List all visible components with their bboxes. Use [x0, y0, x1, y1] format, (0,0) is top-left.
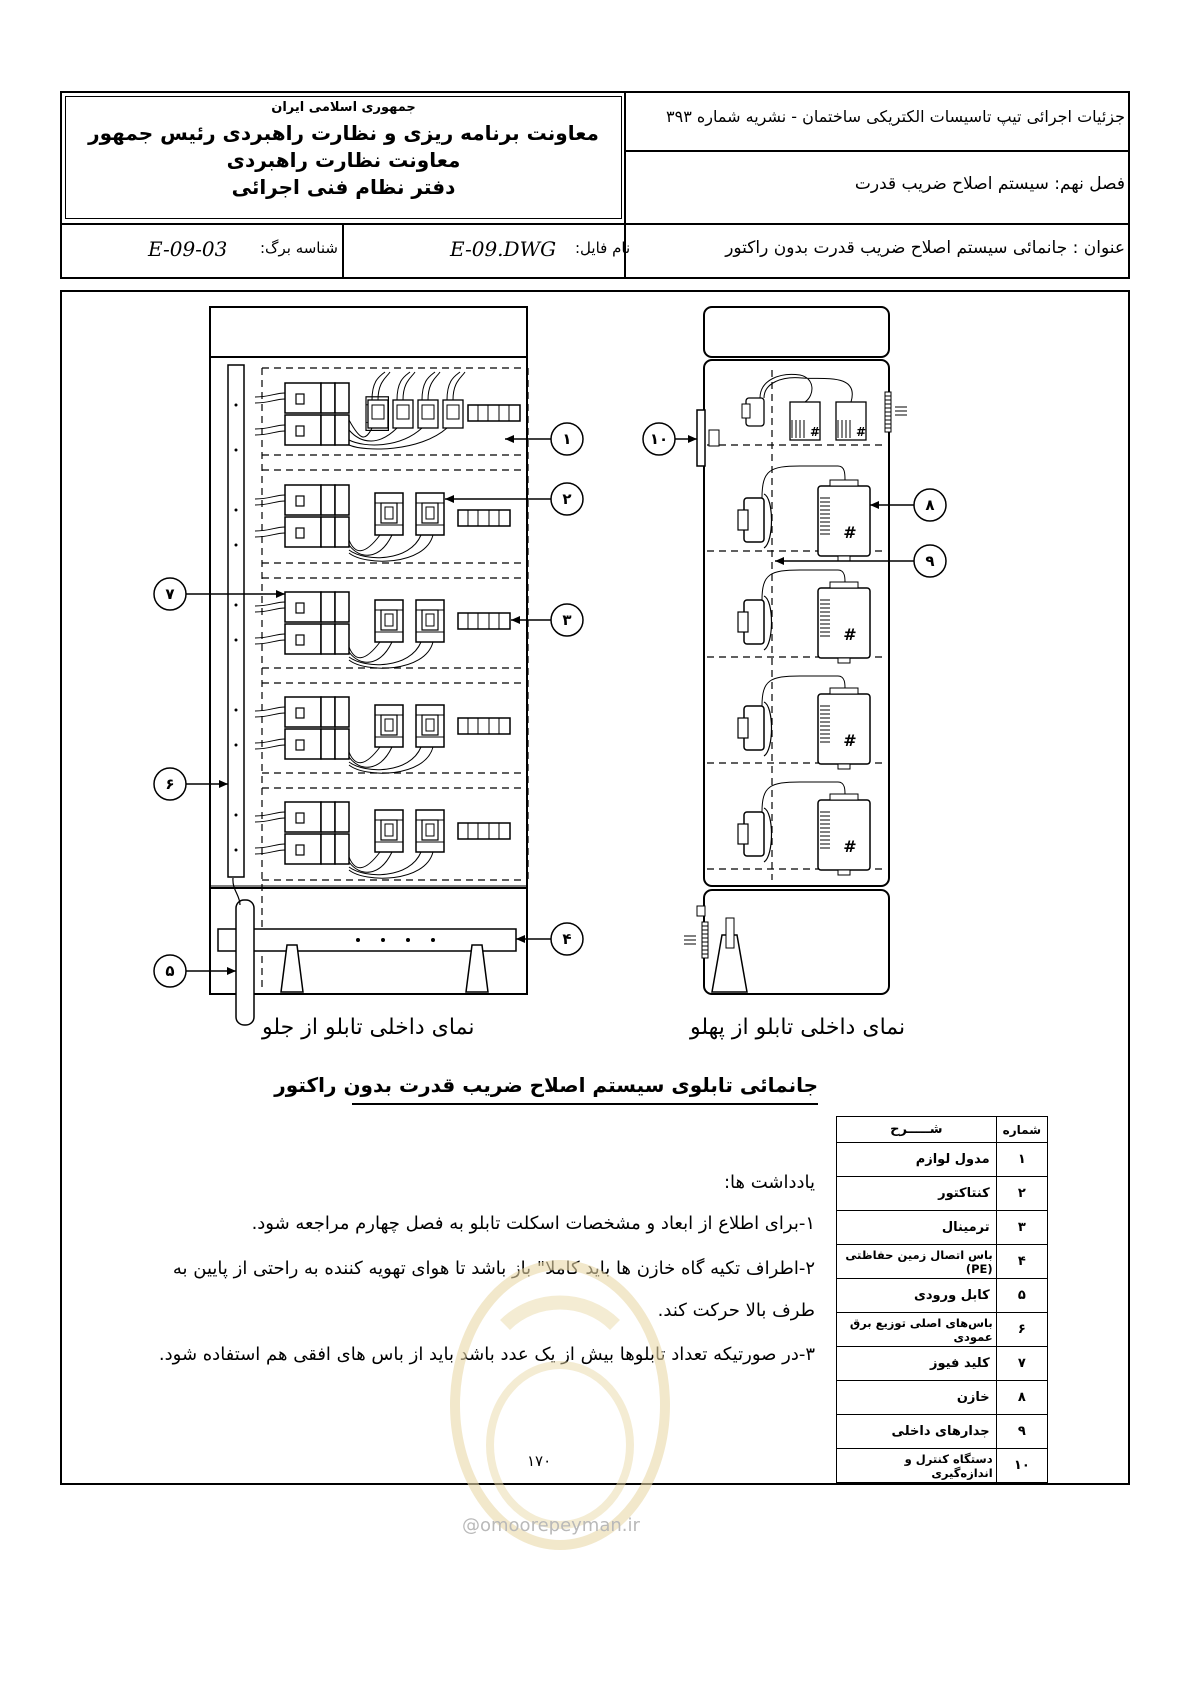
legend-row [837, 1177, 1048, 1211]
svg-text:#: # [856, 425, 867, 439]
legend-num: ۲ [996, 1177, 1047, 1211]
legend-row [837, 1415, 1048, 1449]
legend-num: ۱۰ [996, 1449, 1047, 1483]
legend-row [837, 1245, 1048, 1279]
file-value: E-09.DWG [450, 237, 557, 261]
legend-row [837, 1381, 1048, 1415]
front-view [210, 307, 528, 1025]
note-2-cont: طرف بالا حرکت کند. [657, 1300, 815, 1321]
legend-desc: خازن [837, 1381, 997, 1415]
callout-6: ۶ [165, 775, 175, 793]
legend-num: ۵ [996, 1279, 1047, 1313]
page-number: ۱۷۰ [527, 1452, 552, 1470]
org-line-3: معاونت نظارت راهبردی [226, 148, 461, 172]
front-view-caption: نمای داخلی تابلو از جلو [262, 1015, 475, 1040]
legend-desc: ترمینال [837, 1211, 997, 1245]
callout-4: ۴ [562, 930, 572, 948]
legend-num: ۱ [996, 1143, 1047, 1177]
legend-desc: جدار‌های داخلی [837, 1415, 997, 1449]
org-line-2: معاونت برنامه ریزی و نظارت راهبردی رئیس جمهور [88, 121, 599, 145]
legend-num: ۸ [996, 1381, 1047, 1415]
legend-row [837, 1449, 1048, 1483]
legend-num: ۳ [996, 1211, 1047, 1245]
callout-9: ۹ [925, 552, 935, 570]
note-2: ۲-اطراف تکیه گاه خازن ها باید کاملا" باز باشد تا هوای تهویه کننده به راحتی از پایین به [172, 1258, 815, 1279]
legend-row [837, 1211, 1048, 1245]
chapter-title: فصل نهم: سیستم اصلاح ضریب قدرت [854, 174, 1125, 194]
org-line-1: جمهوری اسلامی ایران [271, 100, 416, 115]
callout-2: ۲ [562, 490, 572, 508]
legend-desc: باس‌های اصلی توزیع برق عمودی [837, 1313, 997, 1347]
legend-row [837, 1143, 1048, 1177]
callout-7: ۷ [165, 585, 175, 603]
main-drawing-title: جانمائی تابلوی سیستم اصلاح ضریب قدرت بدون راکتور [274, 1073, 818, 1097]
legend-row [837, 1279, 1048, 1313]
side-view-caption: نمای داخلی تابلو از پهلو [690, 1015, 906, 1040]
legend-header [837, 1117, 1048, 1143]
notes-title: یادداشت ها: [723, 1172, 815, 1193]
panel-drawing: # # # ۱ ۲ ۳ ۴ ۵ ۶ ۷ ۸ ۹ ۱۰ [0, 0, 1191, 1100]
legend-num: ۶ [996, 1313, 1047, 1347]
legend-num: ۷ [996, 1347, 1047, 1381]
legend-table [836, 1116, 1048, 1483]
callout-10: ۱۰ [649, 430, 669, 448]
legend-num: ۹ [996, 1415, 1047, 1449]
note-3: ۳-در صورتیکه تعداد تابلوها بیش از یک عدد باشد باید از باس های افقی هم استفاده شود. [158, 1344, 815, 1365]
org-line-4: دفتر نظام فنی اجرائی [231, 175, 456, 199]
callout-3: ۳ [562, 611, 572, 629]
legend-desc: مدول لوازم [837, 1143, 997, 1177]
callout-8: ۸ [925, 496, 935, 514]
file-label: نام فایل: [575, 239, 631, 257]
legend-col-number: شماره [996, 1117, 1047, 1143]
note-1: ۱-برای اطلاع از ابعاد و مشخصات اسکلت تابلو به فصل چهارم مراجعه شود. [251, 1213, 815, 1234]
sheet-value: E-09-03 [148, 237, 228, 261]
main-title-underline [352, 1103, 818, 1105]
side-view [684, 307, 907, 994]
sheet-label: شناسه برگ: [260, 239, 338, 257]
callout-1: ۱ [562, 430, 572, 448]
legend-desc: دستگاه کنترل و اندازه‌گیری [837, 1449, 997, 1483]
publication-title: جزئیات اجرائی تیپ تاسیسات الکتریکی ساختمان - نشریه شماره ۳۹۳ [666, 107, 1125, 126]
legend-num: ۴ [996, 1245, 1047, 1279]
site-watermark: @omoorepeyman.ir [462, 1515, 640, 1536]
legend-desc: باس اتصال زمین حفاظتی (PE) [837, 1245, 997, 1279]
legend-desc: کلید فیوز [837, 1347, 997, 1381]
subject-title: عنوان : جانمائی سیستم اصلاح ضریب قدرت بدون راکتور [725, 238, 1125, 258]
legend-desc: کنتاکتور [837, 1177, 997, 1211]
legend-col-desc: شـــــرح [837, 1117, 997, 1143]
legend-desc: کابل ورودی [837, 1279, 997, 1313]
svg-text:#: # [810, 425, 821, 439]
legend-row [837, 1347, 1048, 1381]
callout-5: ۵ [165, 962, 175, 980]
legend-row [837, 1313, 1048, 1347]
